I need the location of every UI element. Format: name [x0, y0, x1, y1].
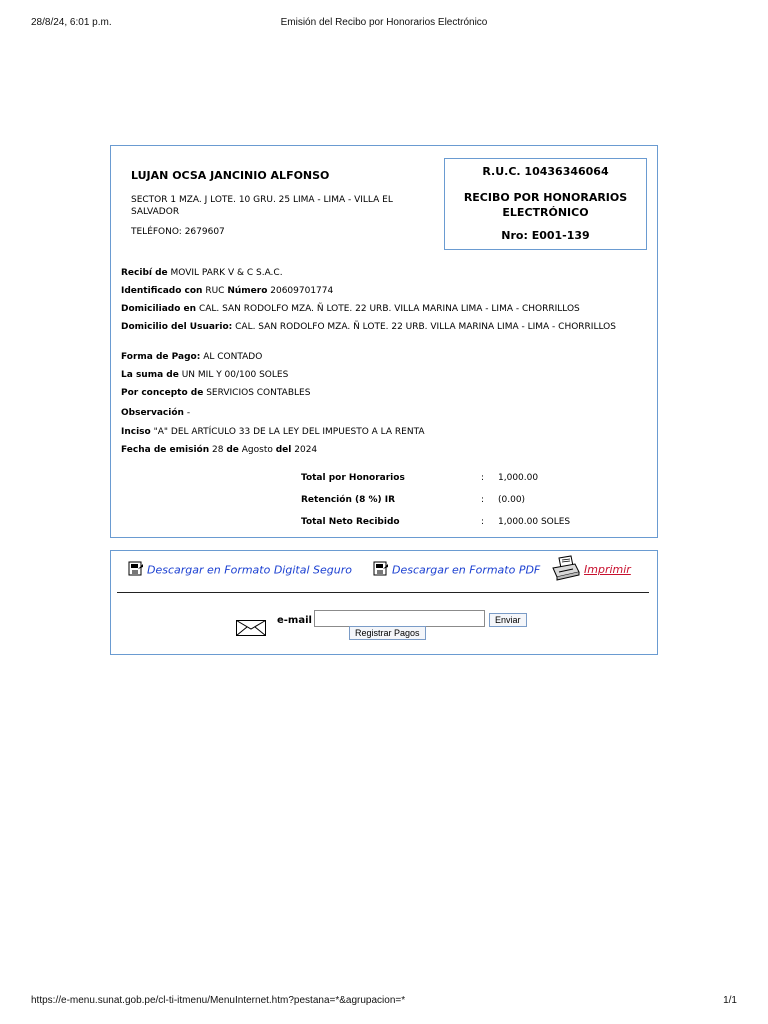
print-url: https://e-menu.sunat.gob.pe/cl-ti-itmenu/MenuInternet.htm?pestana=*&agrupacion=*: [31, 995, 406, 1006]
field-label: La suma de: [121, 370, 179, 380]
total-value: 1,000.00 SOLES: [498, 517, 571, 527]
field-forma-pago: [121, 351, 646, 363]
field-label: Forma de Pago:: [121, 352, 201, 362]
download-secure-link[interactable]: [128, 561, 352, 577]
print-link[interactable]: [551, 555, 631, 576]
field-identificado: [121, 285, 646, 297]
print-label: Imprimir: [584, 563, 631, 576]
divider: [117, 592, 649, 593]
send-button[interactable]: Enviar: [489, 613, 527, 627]
register-payments-button[interactable]: Registrar Pagos: [349, 626, 426, 640]
receipt-title: RECIBO POR HONORARIOS ELECTRÓNICO: [463, 191, 628, 219]
ruc-box: [444, 158, 647, 250]
field-value: -: [186, 408, 191, 418]
field-observacion: [121, 407, 646, 419]
total-row: [301, 517, 621, 529]
download-pdf-label: Descargar en Formato PDF: [392, 563, 541, 577]
field-value: "A" DEL ARTÍCULO 33 DE LA LEY DEL IMPUESTO A LA RENTA: [153, 427, 425, 437]
total-row: [301, 473, 621, 485]
field-recibi: [121, 267, 646, 279]
total-value: 1,000.00: [498, 473, 539, 483]
field-value: RUC: [205, 286, 225, 296]
download-pdf-link[interactable]: [373, 561, 540, 577]
total-row: [301, 495, 621, 507]
download-disk-icon: [373, 561, 389, 580]
print-footer: [0, 995, 768, 1009]
print-page-title: Emisión del Recibo por Honorarios Electrónico: [280, 17, 488, 28]
total-colon: :: [481, 495, 485, 505]
ruc-number: R.U.C. 10436346064: [482, 165, 609, 178]
print-header: [0, 17, 768, 31]
field-value: MOVIL PARK V & C S.A.C.: [170, 268, 283, 278]
total-colon: :: [481, 473, 485, 483]
field-label: Fecha de emisión: [121, 445, 210, 455]
field-label: Identificado con: [121, 286, 203, 296]
field-domiciliado: [121, 303, 646, 315]
total-label: Total Neto Recibido: [301, 517, 400, 527]
field-label: Observación: [121, 408, 184, 418]
actions-box: [110, 550, 658, 655]
issuer-name: LUJAN OCSA JANCINIO ALFONSO: [131, 169, 330, 182]
field-label: Número: [227, 286, 268, 296]
receipt-number: Nro: E001-139: [501, 229, 590, 242]
field-value: UN MIL Y 00/100 SOLES: [181, 370, 289, 380]
receipt-box: [110, 145, 658, 538]
total-value: (0.00): [498, 495, 526, 505]
field-label: Por concepto de: [121, 388, 204, 398]
fecha-month: Agosto: [241, 445, 273, 455]
total-colon: :: [481, 517, 485, 527]
total-label: Retención (8 %) IR: [301, 495, 396, 505]
email-label: e-mail: [277, 615, 312, 626]
fecha-day: 28: [212, 445, 224, 455]
field-label: Recibí de: [121, 268, 168, 278]
download-secure-label: Descargar en Formato Digital Seguro: [147, 563, 352, 577]
issuer-address: SECTOR 1 MZA. J LOTE. 10 GRU. 25 LIMA - LIMA - VILLA EL SALVADOR: [131, 195, 393, 217]
field-inciso: [121, 426, 646, 438]
field-label: Domiciliado en: [121, 304, 197, 314]
field-value: CAL. SAN RODOLFO MZA. Ñ LOTE. 22 URB. VILLA MARINA LIMA - LIMA - CHORRILLOS: [235, 322, 616, 332]
field-suma: [121, 369, 646, 381]
fecha-de: de: [226, 445, 239, 455]
field-value: AL CONTADO: [203, 352, 263, 362]
printer-icon: [551, 555, 581, 585]
field-domicilio-usuario: [121, 321, 646, 333]
field-fecha-emision: [121, 444, 646, 456]
field-value: SERVICIOS CONTABLES: [206, 388, 311, 398]
fecha-del: del: [275, 445, 292, 455]
field-concepto: [121, 387, 646, 399]
print-page-count: 1/1: [723, 995, 737, 1006]
download-disk-icon: [128, 561, 144, 580]
print-datetime: 28/8/24, 6:01 p.m.: [31, 17, 112, 28]
email-input[interactable]: [314, 610, 485, 627]
fecha-year: 2024: [294, 445, 318, 455]
total-label: Total por Honorarios: [301, 473, 405, 483]
issuer-phone: TELÉFONO: 2679607: [131, 227, 225, 237]
field-value: 20609701774: [270, 286, 334, 296]
envelope-icon: [236, 620, 266, 640]
field-value: CAL. SAN RODOLFO MZA. Ñ LOTE. 22 URB. VILLA MARINA LIMA - LIMA - CHORRILLOS: [198, 304, 580, 314]
field-label: Inciso: [121, 427, 151, 437]
field-label: Domicilio del Usuario:: [121, 322, 233, 332]
